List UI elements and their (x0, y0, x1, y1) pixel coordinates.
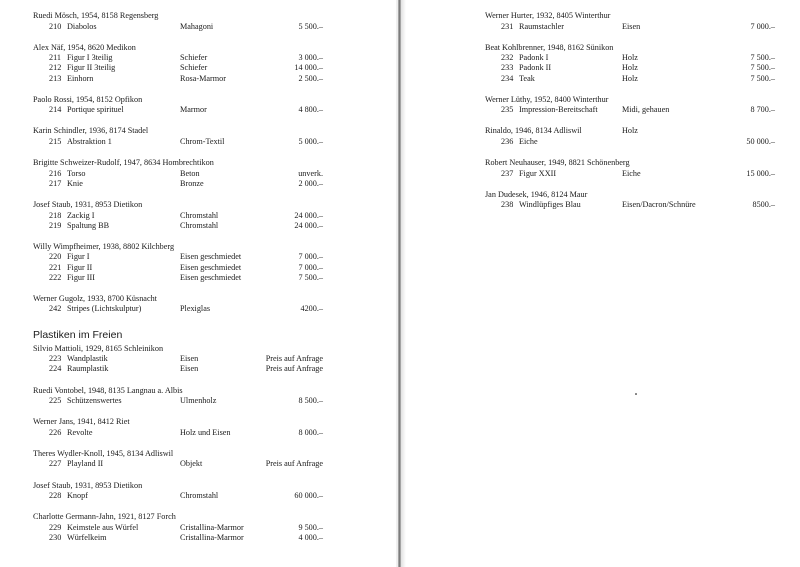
artwork-title: Portique spirituel (67, 105, 124, 115)
artwork-row (485, 169, 775, 179)
left-catalog-column (33, 11, 333, 543)
artwork-title: Stripes (Lichtskulptur) (67, 304, 142, 314)
artwork-title: Figur II 3teilig (67, 63, 116, 73)
artwork-row (33, 63, 333, 73)
artist-heading: Paolo Rossi, 1954, 8152 Opfikon (33, 94, 143, 104)
artwork-title: Eiche (519, 136, 538, 146)
artwork-material: Cristallina-Marmor (180, 522, 244, 532)
artwork-title: Figur I 3teilig (67, 53, 113, 63)
artist-heading: Rinaldo, 1946, 8134 Adliswil Holz (485, 126, 638, 136)
artwork-row (485, 22, 775, 32)
catalog-number: 237 (501, 168, 514, 178)
artwork-title: Padonk II (519, 63, 552, 73)
artwork-row (485, 53, 775, 63)
artwork-material: Eisen geschmiedet (180, 252, 242, 262)
artwork-price: 7 000.– (298, 252, 323, 262)
artwork-row (33, 364, 333, 374)
artwork-row (33, 211, 333, 221)
artwork-title: Zackig I (67, 210, 95, 220)
catalog-number: 230 (49, 532, 62, 542)
artwork-title: Raumstachler (519, 21, 565, 31)
artist-heading: Werner Jans, 1941, 8412 Riet (33, 417, 130, 427)
artwork-row (33, 221, 333, 231)
catalog-number: 225 (49, 396, 62, 405)
artist-heading: Werner Gugolz, 1933, 8700 Küsnacht (33, 293, 157, 303)
catalog-number: 242 (49, 304, 62, 314)
artwork-price: 7 500.– (750, 53, 775, 63)
artwork-row (485, 200, 775, 210)
artwork-material: Chromstahl (180, 210, 219, 220)
artwork-row (33, 22, 333, 32)
artwork-title: Wandplastik (67, 354, 108, 364)
catalog-number: 221 (49, 262, 62, 272)
catalog-number: 238 (501, 200, 514, 210)
artwork-row (33, 263, 333, 273)
artist-heading: Beat Kohlbrenner, 1948, 8162 Sünikon (485, 42, 614, 52)
artwork-material: Eiche (622, 168, 641, 178)
catalog-number: 229 (49, 522, 62, 532)
artwork-material: Chromstahl (180, 491, 219, 501)
artwork-material: Holz (622, 63, 638, 73)
artwork-title: Einhorn (67, 73, 94, 83)
catalog-number: 233 (501, 63, 514, 73)
artwork-material: Chrom-Textil (180, 136, 225, 146)
artwork-price: 50 000.– (746, 136, 775, 146)
artwork-row (33, 74, 333, 84)
artwork-title: Padonk I (519, 53, 549, 63)
artwork-row (33, 428, 333, 438)
artwork-price: 8 000.– (298, 427, 323, 437)
catalog-number: 223 (49, 354, 62, 364)
artwork-title: Figur III (67, 272, 95, 282)
artwork-material: Chromstahl (180, 220, 219, 230)
artwork-title: Keimstele aus Würfel (67, 522, 139, 532)
artwork-title: Raumplastik (67, 364, 109, 374)
catalog-number: 222 (49, 272, 62, 282)
artwork-title: Torso (67, 168, 86, 178)
artwork-row (485, 105, 775, 115)
artwork-title: Knie (67, 178, 83, 188)
catalog-number: 213 (49, 73, 62, 83)
section-heading: Plastiken im Freien (33, 328, 123, 341)
artwork-price: 8 700.– (750, 105, 775, 115)
artwork-price: 4 800.– (298, 105, 323, 115)
artwork-title: Abstraktion 1 (67, 136, 112, 146)
artwork-price: Preis auf Anfrage (265, 354, 323, 364)
artwork-price: 8500.– (752, 200, 775, 210)
artwork-row (33, 304, 333, 314)
artwork-material: Plexiglas (180, 304, 211, 314)
catalog-number: 218 (49, 210, 62, 220)
artwork-title: Playland II (67, 459, 104, 469)
artwork-price: 4 000.– (298, 532, 323, 542)
catalog-number: 220 (49, 252, 62, 262)
artwork-title: Schützenswertes (67, 396, 122, 405)
artwork-row (33, 273, 333, 283)
artwork-price: 7 500.– (750, 73, 775, 83)
artwork-row (33, 252, 333, 262)
artwork-row (485, 137, 775, 147)
catalog-number: 232 (501, 53, 514, 63)
catalog-number: 217 (49, 178, 62, 188)
artwork-material: Eisen (622, 21, 641, 31)
artwork-material: Ulmenholz (180, 396, 217, 405)
artist-heading: Alex Näf, 1954, 8620 Medikon (33, 42, 136, 52)
artwork-row (33, 396, 333, 406)
artist-heading: Ruedi Vontobel, 1948, 8135 Langnau a. Albis (33, 385, 183, 395)
artist-heading: Ruedi Mösch, 1954, 8158 Regensberg (33, 11, 159, 20)
artwork-price: 7 500.– (750, 63, 775, 73)
artwork-title: Teak (519, 73, 535, 83)
catalog-number: 215 (49, 136, 62, 146)
artwork-row (33, 137, 333, 147)
artist-heading: Karin Schindler, 1936, 8174 Stadel (33, 126, 149, 136)
catalog-number: 216 (49, 168, 62, 178)
artwork-row (485, 74, 775, 84)
artwork-price: 4200.– (300, 304, 323, 314)
artist-heading: Werner Hurter, 1932, 8405 Winterthur (485, 11, 611, 20)
artwork-price: 24 000.– (294, 220, 323, 230)
artwork-title: Figur I (67, 252, 90, 262)
artwork-price: 7 500.– (298, 272, 323, 282)
right-catalog-column (485, 11, 775, 211)
artwork-title: Diabolos (67, 21, 97, 31)
artwork-material: Eisen geschmiedet (180, 272, 242, 282)
catalog-number: 211 (49, 53, 61, 63)
artwork-row (33, 169, 333, 179)
artwork-row (33, 105, 333, 115)
artwork-price: unverk. (298, 168, 323, 178)
artist-heading: Silvio Mattioli, 1929, 8165 Schleinikon (33, 343, 164, 353)
artwork-row (33, 523, 333, 533)
scan-speck (635, 393, 637, 395)
artwork-material: Mahagoni (180, 21, 214, 31)
catalog-number: 224 (49, 364, 62, 374)
artist-heading: Jan Dudesek, 1946, 8124 Maur (485, 189, 588, 199)
artwork-material: Eisen (180, 354, 199, 364)
artwork-material: Marmor (180, 105, 207, 115)
artwork-price: 15 000.– (746, 168, 775, 178)
artwork-row (33, 179, 333, 189)
artist-heading: Josef Staub, 1931, 8953 Dietikon (33, 480, 143, 490)
artist-heading: Brigitte Schweizer-Rudolf, 1947, 8634 Hombrechtikon (33, 158, 214, 168)
catalog-number: 210 (49, 21, 62, 31)
artwork-title: Spaltung BB (67, 220, 110, 230)
catalog-number: 219 (49, 220, 62, 230)
artwork-row (33, 459, 333, 469)
artwork-title: Revolte (67, 427, 93, 437)
artwork-price: 2 000.– (298, 178, 323, 188)
artist-heading: Robert Neuhauser, 1949, 8821 Schönenberg (485, 158, 630, 168)
artwork-row (485, 63, 775, 73)
artwork-price: Preis auf Anfrage (265, 459, 323, 469)
artwork-material: Holz (622, 73, 638, 83)
artwork-material: Bronze (180, 178, 204, 188)
catalog-number: 227 (49, 459, 62, 469)
catalog-number: 212 (49, 63, 62, 73)
artwork-material: Eisen geschmiedet (180, 262, 242, 272)
catalog-number: 226 (49, 427, 62, 437)
catalog-number: 234 (501, 73, 514, 83)
artist-heading: Theres Wydler-Knoll, 1945, 8134 Adliswil (33, 448, 174, 458)
artwork-price: 14 000.– (294, 63, 323, 73)
artwork-price: 5 500.– (298, 21, 323, 31)
artwork-row (33, 491, 333, 501)
artwork-material: Holz und Eisen (180, 427, 231, 437)
catalog-number: 236 (501, 136, 514, 146)
artwork-title: Windlüpfiges Blau (519, 200, 581, 210)
artwork-title: Figur II (67, 262, 93, 272)
artwork-price: 60 000.– (294, 491, 323, 501)
artwork-row (33, 53, 333, 63)
artwork-material: Schiefer (180, 63, 208, 73)
artwork-material: Beton (180, 168, 200, 178)
artwork-price: 2 500.– (298, 73, 323, 83)
artwork-title: Knopf (67, 491, 88, 501)
artwork-material: Midi, gehauen (622, 105, 670, 115)
artwork-price: 24 000.– (294, 210, 323, 220)
catalog-number: 228 (49, 491, 62, 501)
artist-heading: Willy Wimpfheimer, 1938, 8802 Kilchberg (33, 241, 175, 251)
artist-heading: Charlotte Germann-Jahn, 1921, 8127 Forch (33, 512, 176, 522)
artwork-material: Schiefer (180, 53, 208, 63)
artwork-title: Würfelkeim (67, 532, 107, 542)
catalog-number: 214 (49, 105, 62, 115)
artwork-material: Cristallina-Marmor (180, 532, 244, 542)
artwork-price: 8 500.– (298, 396, 323, 405)
artwork-price: 3 000.– (298, 53, 323, 63)
artwork-material: Objekt (180, 459, 203, 469)
artwork-material: Eisen/Dacron/Schnüre (622, 200, 696, 210)
artwork-row (33, 354, 333, 364)
artwork-price: 7 000.– (298, 262, 323, 272)
artwork-title: Figur XXII (519, 168, 557, 178)
artwork-price: 5 000.– (298, 136, 323, 146)
artwork-row (33, 533, 333, 543)
artist-heading: Werner Lüthy, 1952, 8400 Winterthur (485, 94, 609, 104)
artwork-title: Impression-Bereitschaft (519, 105, 598, 115)
artwork-price: 9 500.– (298, 522, 323, 532)
artist-material: Holz (622, 126, 638, 136)
artwork-price: Preis auf Anfrage (265, 364, 323, 374)
artwork-price: 7 000.– (750, 21, 775, 31)
artist-heading: Josef Staub, 1931, 8953 Dietikon (33, 200, 143, 209)
artwork-material: Rosa-Marmor (180, 73, 226, 83)
catalog-number: 231 (501, 21, 514, 31)
artwork-material: Holz (622, 53, 638, 63)
artwork-material: Eisen (180, 364, 199, 374)
page-fold (398, 0, 401, 567)
catalog-number: 235 (501, 105, 514, 115)
